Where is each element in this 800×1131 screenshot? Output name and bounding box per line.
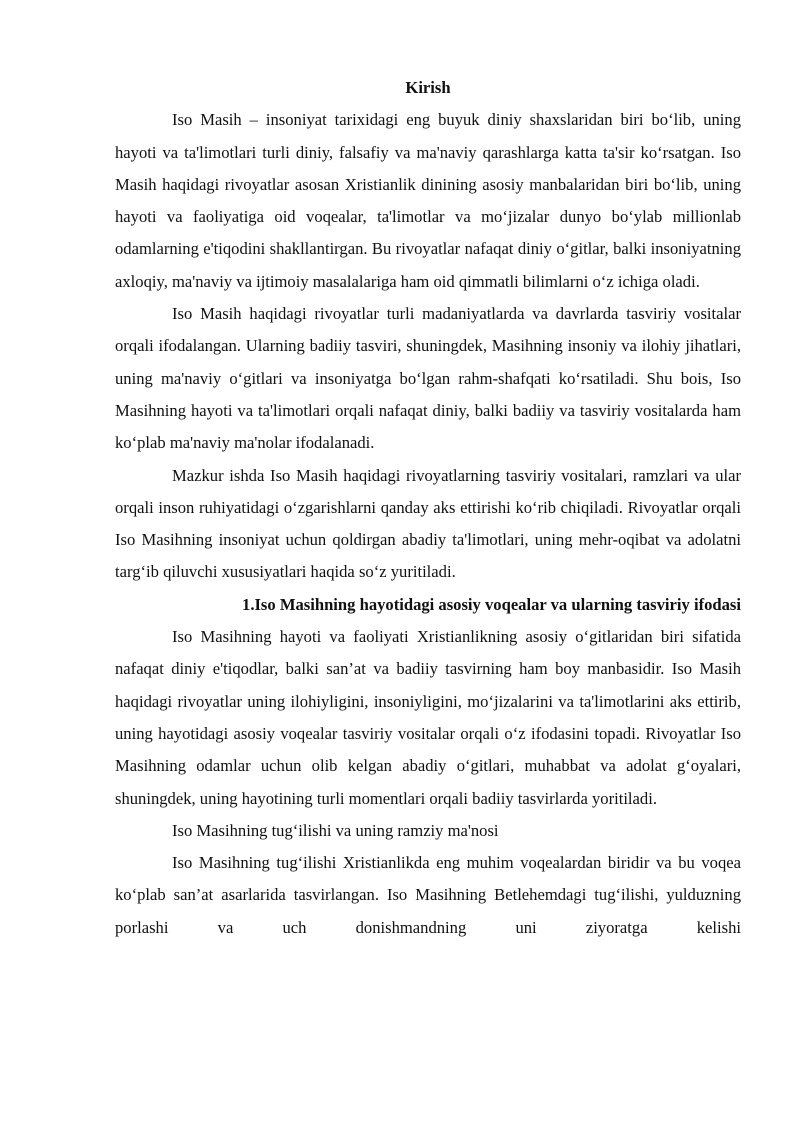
section-paragraph: Iso Masihning hayoti va faoliyati Xristianlikning asosiy o‘gitlaridan biri sifatida nafaqat diniy e'tiqodlar, balki san’at va badiiy tasvirning ham boy manbasidir. Iso Masih haqidagi rivoyatlar uning ilohiyligini, insoniyligini, mo‘jizalarini va ta'limotlarini aks ettirib, uning hayotidagi asosiy voqealar tasviriy vositalar orqali o‘z ifodasini topadi. Rivoyatlar Iso Masihning odamlar uchun olib kelgan abadiy o‘gitlari, muhabbat va adolat g‘oyalari, shuningdek, uning hayotining turli momentlari orqali badiiy tasvirlarda yoritiladi.	[115, 627, 741, 808]
section-heading: 1.Iso Masihning hayotidagi asosiy voqealar va ularning tasviriy ifodasi	[242, 594, 741, 614]
sub-paragraph: Iso Masihning tug‘ilishi Xristianlikda eng muhim voqealardan biridir va bu voqea ko‘plab san’at asarlarida tasvirlangan. Iso Masihning Betlehemdagi tug‘ilishi, yulduzning porlashi va uch donishmandning uni ziyoratga kelishi	[115, 853, 741, 937]
intro-paragraph-2: Iso Masih haqidagi rivoyatlar turli madaniyatlarda va davrlarda tasviriy vositalar orqali ifodalangan. Ularning badiiy tasviri, shuningdek, Masihning insoniy va ilohiy jihatlari, uning ma'naviy o‘gitlari va insoniyatga bo‘lgan rahm-shafqati ko‘rsatiladi. Shu bois, Iso Masihning hayoti va ta'limotlari orqali nafaqat diniy, balki badiiy va tasviriy vositalarda ham ko‘plab ma'naviy ma'nolar ifodalanadi.	[115, 304, 741, 453]
intro-paragraph-3: Mazkur ishda Iso Masih haqidagi rivoyatlarning tasviriy vositalari, ramzlari va ular orqali inson ruhiyatidagi o‘zgarishlarni qanday aks ettirishi ko‘rib chiqiladi. Rivoyatlar orqali Iso Masihning insoniyat uchun qoldirgan abadiy ta'limotlari, uning mehr-oqibat va adolatni targ‘ib qiluvchi xususiyatlari haqida so‘z yuritiladi.	[115, 465, 741, 582]
intro-paragraph-1: Iso Masih – insoniyat tarixidagi eng buyuk diniy shaxslaridan biri bo‘lib, uning hayoti va ta'limotlari turli diniy, falsafiy va ma'naviy qarashlarga katta ta'sir ko‘rsatgan. Iso Masih haqidagi rivoyatlar asosan Xristianlik dinining asosiy manbalaridan biri bo‘lib, uning hayoti va faoliyatiga oid voqealar, ta'limotlar va mo‘jizalar dunyo bo‘ylab millionlab odamlarning e'tiqodini shakllantirgan. Bu rivoyatlar nafaqat diniy o‘gitlar, balki insoniyatning axloqiy, ma'naviy va ijtimoiy masalalariga ham oid qimmatli bilimlarni o‘z ichiga oladi.	[115, 110, 741, 291]
subheading: Iso Masihning tug‘ilishi va uning ramziy ma'nosi	[172, 820, 499, 840]
document-page	[115, 72, 741, 944]
document-title: Kirish	[405, 78, 451, 97]
